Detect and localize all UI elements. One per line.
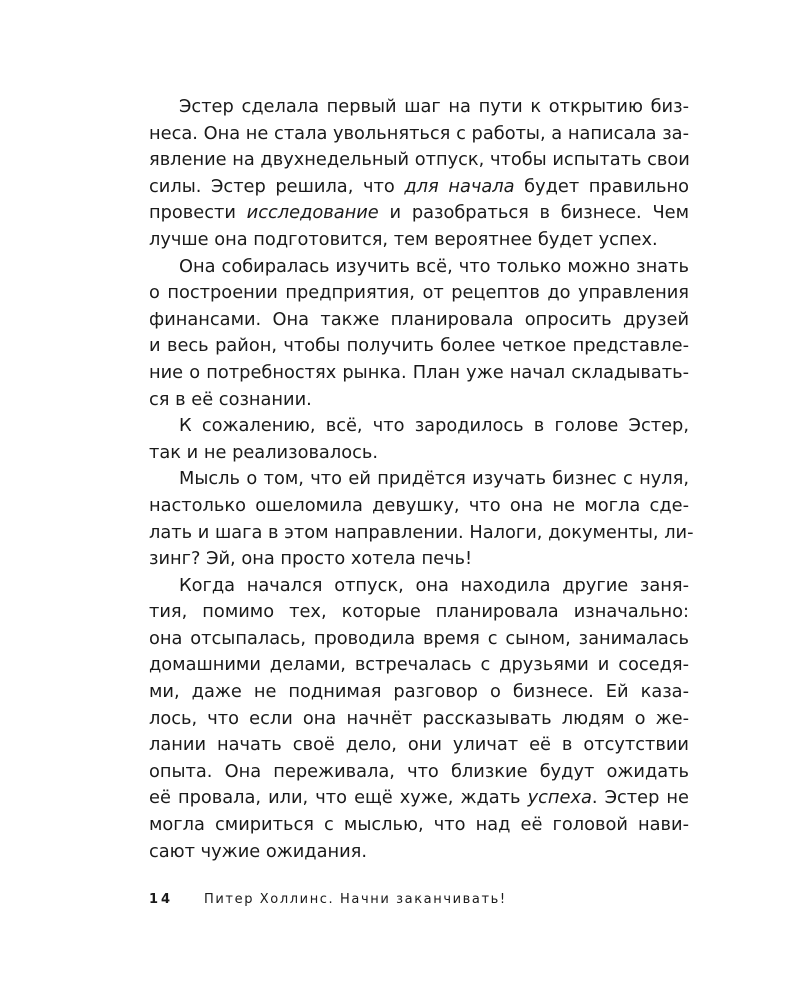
- text-span: лучше она подготовится, тем вероятнее будет успех.: [149, 228, 658, 250]
- text-line: [149, 520, 694, 547]
- body-text: [149, 94, 694, 865]
- page-number: 14: [149, 892, 174, 907]
- text-line: [149, 174, 689, 201]
- text-span: о построении предприятия, от рецептов до управления: [149, 282, 689, 304]
- text-span: Когда начался отпуск, она находила другие заня-: [179, 574, 689, 596]
- text-span: явление на двухнедельный отпуск, чтобы испытать свои: [149, 149, 690, 171]
- text-line: [149, 626, 689, 653]
- text-span: домашними делами, встречалась с друзьями и соседя-: [149, 654, 689, 676]
- text-span: её провала, или, что ещё хуже, ждать: [149, 787, 528, 809]
- text-span: ся в её сознании.: [149, 388, 312, 410]
- text-line: [149, 387, 689, 414]
- italic-span: успеха: [527, 787, 592, 809]
- text-span: так и не реализовалось.: [149, 441, 378, 463]
- text-line: [149, 812, 689, 839]
- text-span: она отсыпалась, проводила время с сыном, занималась: [149, 627, 689, 649]
- text-line: [149, 652, 689, 679]
- text-line: [149, 254, 689, 281]
- text-line: [149, 759, 689, 786]
- text-line: [149, 413, 689, 440]
- text-line: [149, 121, 689, 148]
- text-span: Эстер сделала первый шаг на пути к открытию биз-: [179, 96, 689, 117]
- text-line: [149, 440, 689, 467]
- text-span: лось, что если она начнёт рассказывать людям о же-: [149, 707, 689, 729]
- text-span: финансами. Она также планировала опросить друзей: [149, 308, 689, 330]
- text-span: и весь район, чтобы получить более четкое представле-: [149, 335, 689, 357]
- text-span: и разобраться в бизнесе. Чем: [378, 202, 689, 224]
- text-line: [149, 732, 689, 759]
- text-span: могла смириться с мыслью, что над её головой нави-: [149, 814, 689, 836]
- text-line: [149, 333, 689, 360]
- text-span: провести: [149, 202, 247, 224]
- text-span: ми, даже не поднимая разговор о бизнесе. Ей каза-: [149, 681, 689, 703]
- text-line: [149, 227, 689, 254]
- text-span: ние о потребностях рынка. План уже начал складывать-: [149, 361, 689, 383]
- text-line: [149, 94, 689, 121]
- text-line: [149, 307, 689, 334]
- text-line: [149, 573, 689, 600]
- text-line: [149, 493, 689, 520]
- text-line: [149, 679, 689, 706]
- italic-span: для начала: [404, 175, 515, 197]
- text-span: сают чужие ожидания.: [149, 840, 368, 862]
- italic-span: исследование: [246, 202, 379, 224]
- text-line: [149, 360, 689, 387]
- text-span: Мысль о том, что ей придётся изучать бизнес с нуля,: [179, 468, 689, 490]
- text-line: [149, 839, 689, 866]
- text-span: зинг? Эй, она просто хотела печь!: [149, 548, 473, 570]
- text-span: силы. Эстер решила, что: [149, 175, 405, 197]
- text-span: лать и шага в этом направлении. Налоги, документы, ли-: [149, 521, 694, 543]
- text-line: [149, 546, 689, 573]
- text-line: [149, 706, 689, 733]
- text-span: К сожалению, всё, что зародилось в голове Эстер,: [179, 415, 689, 437]
- text-span: неса. Она не стала увольняться с работы, а написала за-: [149, 122, 689, 144]
- text-line: [149, 785, 689, 812]
- text-span: . Эстер не: [591, 787, 689, 809]
- text-line: [149, 280, 689, 307]
- text-line: [149, 599, 689, 626]
- text-line: [149, 466, 689, 493]
- text-span: тия, помимо тех, которые планировала изначально:: [149, 601, 689, 623]
- text-span: будет правильно: [514, 175, 690, 197]
- text-span: опыта. Она переживала, что близкие будут ожидать: [149, 760, 689, 782]
- running-title: Питер Холлинс. Начни заканчивать!: [204, 892, 507, 907]
- text-span: лании начать своё дело, они уличат её в отсутствии: [149, 734, 689, 756]
- text-line: [149, 200, 689, 227]
- text-span: настолько ошеломила девушку, что она не могла сде-: [149, 494, 689, 516]
- page-footer: [149, 892, 507, 907]
- text-line: [149, 147, 689, 174]
- text-span: Она собиралась изучить всё, что только можно знать: [179, 255, 689, 277]
